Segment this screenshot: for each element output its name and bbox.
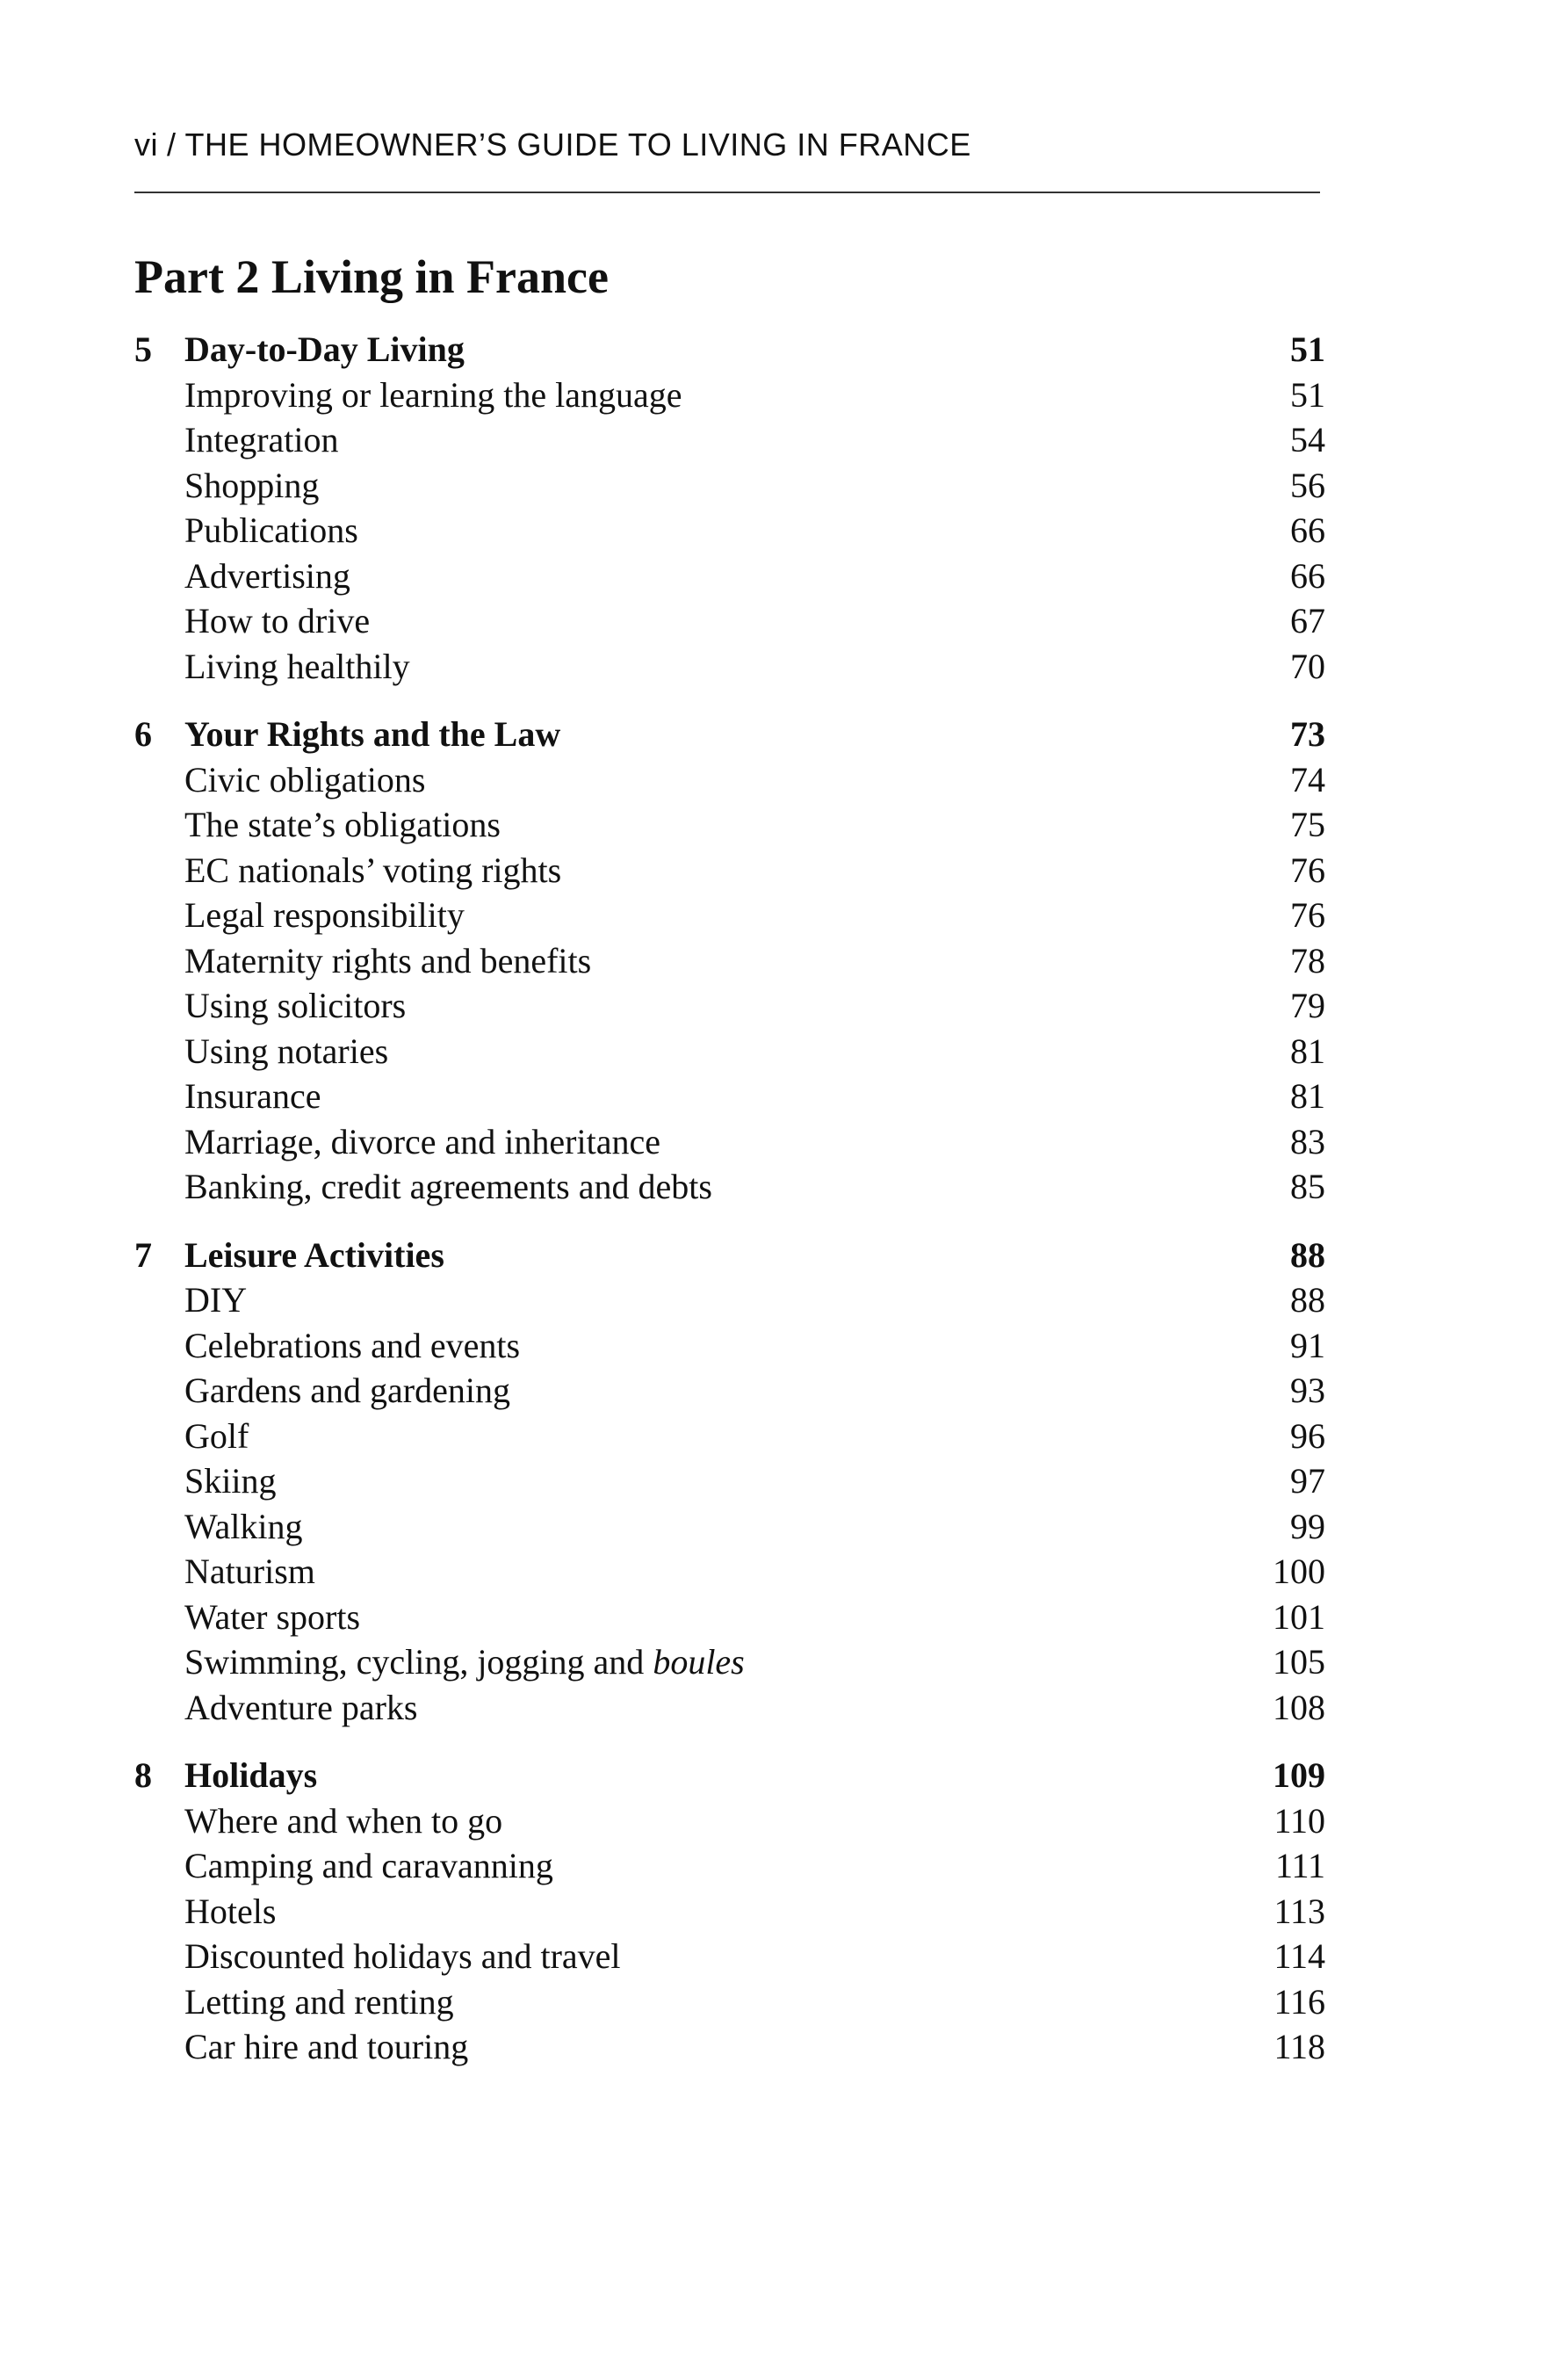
toc-entry-title: [184, 2024, 468, 2070]
toc-entry-page-number: 108: [1273, 1687, 1325, 1727]
header-rule: [134, 192, 1320, 193]
toc-entry-title: [184, 1074, 321, 1119]
chapter-page-number: 73: [1290, 714, 1325, 754]
toc-entry-title-text: Advertising: [184, 555, 350, 596]
toc-entry-title-text: Golf: [184, 1415, 249, 1456]
toc-entry[interactable]: [134, 983, 1325, 1029]
toc-entry-title: [184, 598, 370, 644]
toc-entry-page-number: 81: [1290, 1076, 1325, 1116]
toc-entry-title: [184, 644, 410, 690]
toc-entry-title-text: Insurance: [184, 1076, 321, 1116]
chapter-6: [134, 712, 1325, 1210]
toc-entry-page-number: 83: [1290, 1121, 1325, 1161]
toc-entry[interactable]: [134, 893, 1325, 938]
toc-entry-title-text: Adventure parks: [184, 1687, 418, 1727]
toc-entry-page-number: 56: [1290, 465, 1325, 505]
toc-entry[interactable]: [134, 802, 1325, 848]
toc-entry-title: [184, 1889, 276, 1935]
toc-entry-page-number: 116: [1273, 1981, 1325, 2022]
toc-entry-title-text: Letting and renting: [184, 1981, 454, 2022]
toc-entry-title-italic: boules: [653, 1642, 745, 1682]
toc-entry[interactable]: [134, 1277, 1325, 1323]
toc-entry-title-text: Camping and caravanning: [184, 1846, 553, 1885]
toc-entry[interactable]: [134, 1164, 1325, 1210]
toc-entry-page-number: 75: [1290, 805, 1325, 844]
toc-entry-title: [184, 1979, 454, 2025]
part-title: Part 2 Living in France: [134, 250, 609, 303]
toc-entry-title-text: Living healthily: [184, 646, 410, 686]
toc-entry[interactable]: [134, 1323, 1325, 1369]
toc-entry-title: [184, 1798, 502, 1844]
chapter-number: 8: [134, 1755, 152, 1795]
chapter-number: 7: [134, 1234, 152, 1275]
toc-entry-page-number: 88: [1290, 1280, 1325, 1320]
toc-entry[interactable]: [134, 2024, 1325, 2070]
toc-entry-page-number: 79: [1290, 986, 1325, 1025]
toc-entry-title-text: Using notaries: [184, 1031, 389, 1071]
toc-entry[interactable]: [134, 508, 1325, 553]
toc-entry-title: [184, 1277, 247, 1323]
toc-entry-page-number: 78: [1290, 940, 1325, 980]
toc-entry-title: [184, 757, 425, 803]
toc-entry-title-text: The state’s obligations: [184, 805, 501, 844]
toc-entry-title-text: Banking, credit agreements and debts: [184, 1167, 712, 1206]
toc-entry[interactable]: [134, 463, 1325, 509]
toc-entry-page-number: 67: [1290, 601, 1325, 640]
chapter-heading[interactable]: [134, 1753, 1325, 1798]
toc-entry-title: [184, 508, 358, 553]
chapter-heading[interactable]: [134, 1233, 1325, 1278]
toc-entry-page-number: 118: [1273, 2027, 1325, 2066]
toc-entry-page-number: 85: [1290, 1167, 1325, 1206]
chapter-heading[interactable]: [134, 327, 1325, 373]
toc-entry-page-number: 111: [1274, 1846, 1325, 1885]
toc-entry-title: [184, 1414, 249, 1459]
chapter-heading[interactable]: [134, 712, 1325, 757]
toc-entry[interactable]: [134, 938, 1325, 984]
toc-entry-title-text: How to drive: [184, 601, 371, 640]
toc-entry-title-text: Shopping: [184, 465, 320, 505]
toc-entry[interactable]: [134, 1458, 1325, 1504]
toc-entry[interactable]: [134, 1119, 1325, 1165]
toc-entry[interactable]: [134, 373, 1325, 418]
toc-entry-title: [184, 1504, 303, 1550]
toc-entry-title-text: Walking: [184, 1506, 303, 1546]
toc-entry[interactable]: [134, 1029, 1325, 1074]
toc-entry[interactable]: [134, 1934, 1325, 1979]
toc-entry-page-number: 76: [1290, 850, 1325, 890]
toc-entry-title-text: Naturism: [184, 1552, 315, 1591]
toc-entry-page-number: 100: [1273, 1552, 1325, 1591]
toc-entry-title: [184, 373, 682, 418]
toc-entry-title-text: Civic obligations: [184, 759, 426, 799]
chapter-page-number: 109: [1273, 1755, 1325, 1795]
toc-entry[interactable]: [134, 1504, 1325, 1550]
toc-entry[interactable]: [134, 1595, 1325, 1640]
toc-entry[interactable]: [134, 1798, 1325, 1844]
chapter-page-number: 88: [1290, 1234, 1325, 1275]
toc-entry-page-number: 93: [1290, 1371, 1325, 1410]
toc-entry-page-number: 54: [1290, 420, 1325, 459]
toc-entry-title: [184, 1549, 315, 1595]
toc-entry-title-text: Swimming, cycling, jogging and: [184, 1642, 653, 1682]
toc-entry-page-number: 91: [1290, 1325, 1325, 1365]
running-head: [134, 126, 971, 164]
toc-entry-title: [184, 983, 406, 1029]
toc-entry-title: [184, 1595, 360, 1640]
toc-entry[interactable]: [134, 848, 1325, 893]
toc-entry-title-text: Marriage, divorce and inheritance: [184, 1121, 660, 1161]
toc-entry[interactable]: [134, 598, 1325, 644]
toc-entry[interactable]: [134, 1639, 1325, 1685]
toc-entry[interactable]: [134, 1889, 1325, 1935]
toc-entry-page-number: 114: [1273, 1936, 1325, 1976]
toc-entry[interactable]: [134, 757, 1325, 803]
toc-entry-title: [184, 1029, 388, 1074]
toc-entry-title-text: Car hire and touring: [184, 2027, 469, 2066]
toc-entry-title-text: Celebrations and events: [184, 1325, 521, 1365]
toc-entry-title-text: Discounted holidays and travel: [184, 1936, 621, 1976]
chapter-number: 5: [134, 329, 152, 369]
toc-entry[interactable]: [134, 1368, 1325, 1414]
toc-entry-title: [184, 1685, 417, 1731]
chapter-number: 6: [134, 714, 152, 754]
toc-entry-title-text: Maternity rights and benefits: [184, 940, 592, 980]
toc-entry-title: [184, 1458, 276, 1504]
toc-entry-page-number: 99: [1290, 1506, 1325, 1546]
toc-entry-title-text: Gardens and gardening: [184, 1371, 510, 1410]
toc-entry-title: [184, 553, 350, 599]
header-separator: /: [167, 127, 177, 163]
chapter-5: [134, 327, 1325, 689]
chapter-8: [134, 1753, 1325, 2070]
toc-entry-page-number: 51: [1290, 374, 1325, 415]
toc-entry-title: [184, 463, 319, 509]
toc-entry-title: [184, 938, 591, 984]
toc-entry-page-number: 81: [1290, 1031, 1325, 1071]
toc-entry-title-text: Using solicitors: [184, 986, 407, 1025]
header-book-title: THE HOMEOWNER’S GUIDE TO LIVING IN FRANCE: [184, 127, 971, 163]
chapter-title: Your Rights and the Law: [184, 714, 561, 754]
toc-entry-title: [184, 417, 339, 463]
toc-entry-title: [184, 1934, 621, 1979]
toc-entry[interactable]: [134, 1414, 1325, 1459]
toc-entry[interactable]: [134, 1685, 1325, 1731]
toc-entry-page-number: 105: [1273, 1642, 1325, 1682]
toc-entry[interactable]: [134, 553, 1325, 599]
toc-entry-title: [184, 1368, 510, 1414]
toc-entry-title-text: Where and when to go: [184, 1800, 503, 1841]
toc-entry-title: [184, 848, 561, 893]
toc-entry-title: [184, 893, 465, 938]
toc-entry-page-number: 110: [1273, 1800, 1325, 1841]
toc-entry-title-text: Water sports: [184, 1596, 361, 1637]
header-page-numeral: vi: [134, 127, 158, 163]
chapter-title: Day-to-Day Living: [184, 329, 465, 369]
toc-entry-title-text: EC nationals’ voting rights: [184, 850, 562, 890]
toc-entry-title: [184, 1843, 553, 1889]
toc-entry-title: [184, 1119, 660, 1165]
toc-entry-title-text: Skiing: [184, 1461, 277, 1501]
toc-entry-page-number: 74: [1290, 759, 1325, 799]
chapter-title: Holidays: [184, 1755, 318, 1795]
toc-entry-title-text: Improving or learning the language: [184, 374, 682, 415]
chapter-7: [134, 1233, 1325, 1731]
toc-entry-title-text: Integration: [184, 420, 339, 459]
toc-entry-page-number: 97: [1290, 1461, 1325, 1501]
toc-entry-page-number: 66: [1290, 510, 1325, 550]
toc-entry[interactable]: [134, 1843, 1325, 1889]
table-of-contents: [134, 327, 1325, 2070]
chapter-title: Leisure Activities: [184, 1234, 444, 1275]
toc-entry[interactable]: [134, 1549, 1325, 1595]
toc-entry-page-number: 76: [1290, 895, 1325, 935]
toc-entry[interactable]: [134, 1074, 1325, 1119]
toc-entry-page-number: 96: [1290, 1415, 1325, 1456]
toc-entry-page-number: 113: [1273, 1891, 1325, 1931]
toc-entry[interactable]: [134, 417, 1325, 463]
toc-entry-page-number: 66: [1290, 555, 1325, 596]
toc-entry-title-text: Hotels: [184, 1891, 277, 1931]
toc-entry-page-number: 101: [1273, 1596, 1325, 1637]
chapter-page-number: 51: [1290, 329, 1325, 369]
toc-entry-page-number: 70: [1290, 646, 1325, 686]
toc-entry-title: [184, 1164, 712, 1210]
toc-entry-title: [184, 1323, 520, 1369]
toc-entry-title-text: DIY: [184, 1280, 248, 1320]
toc-entry[interactable]: [134, 644, 1325, 690]
toc-entry[interactable]: [134, 1979, 1325, 2025]
toc-entry-title: [184, 1639, 745, 1685]
toc-entry-title: [184, 802, 501, 848]
toc-entry-title-text: Publications: [184, 510, 358, 550]
toc-entry-title-text: Legal responsibility: [184, 895, 465, 935]
